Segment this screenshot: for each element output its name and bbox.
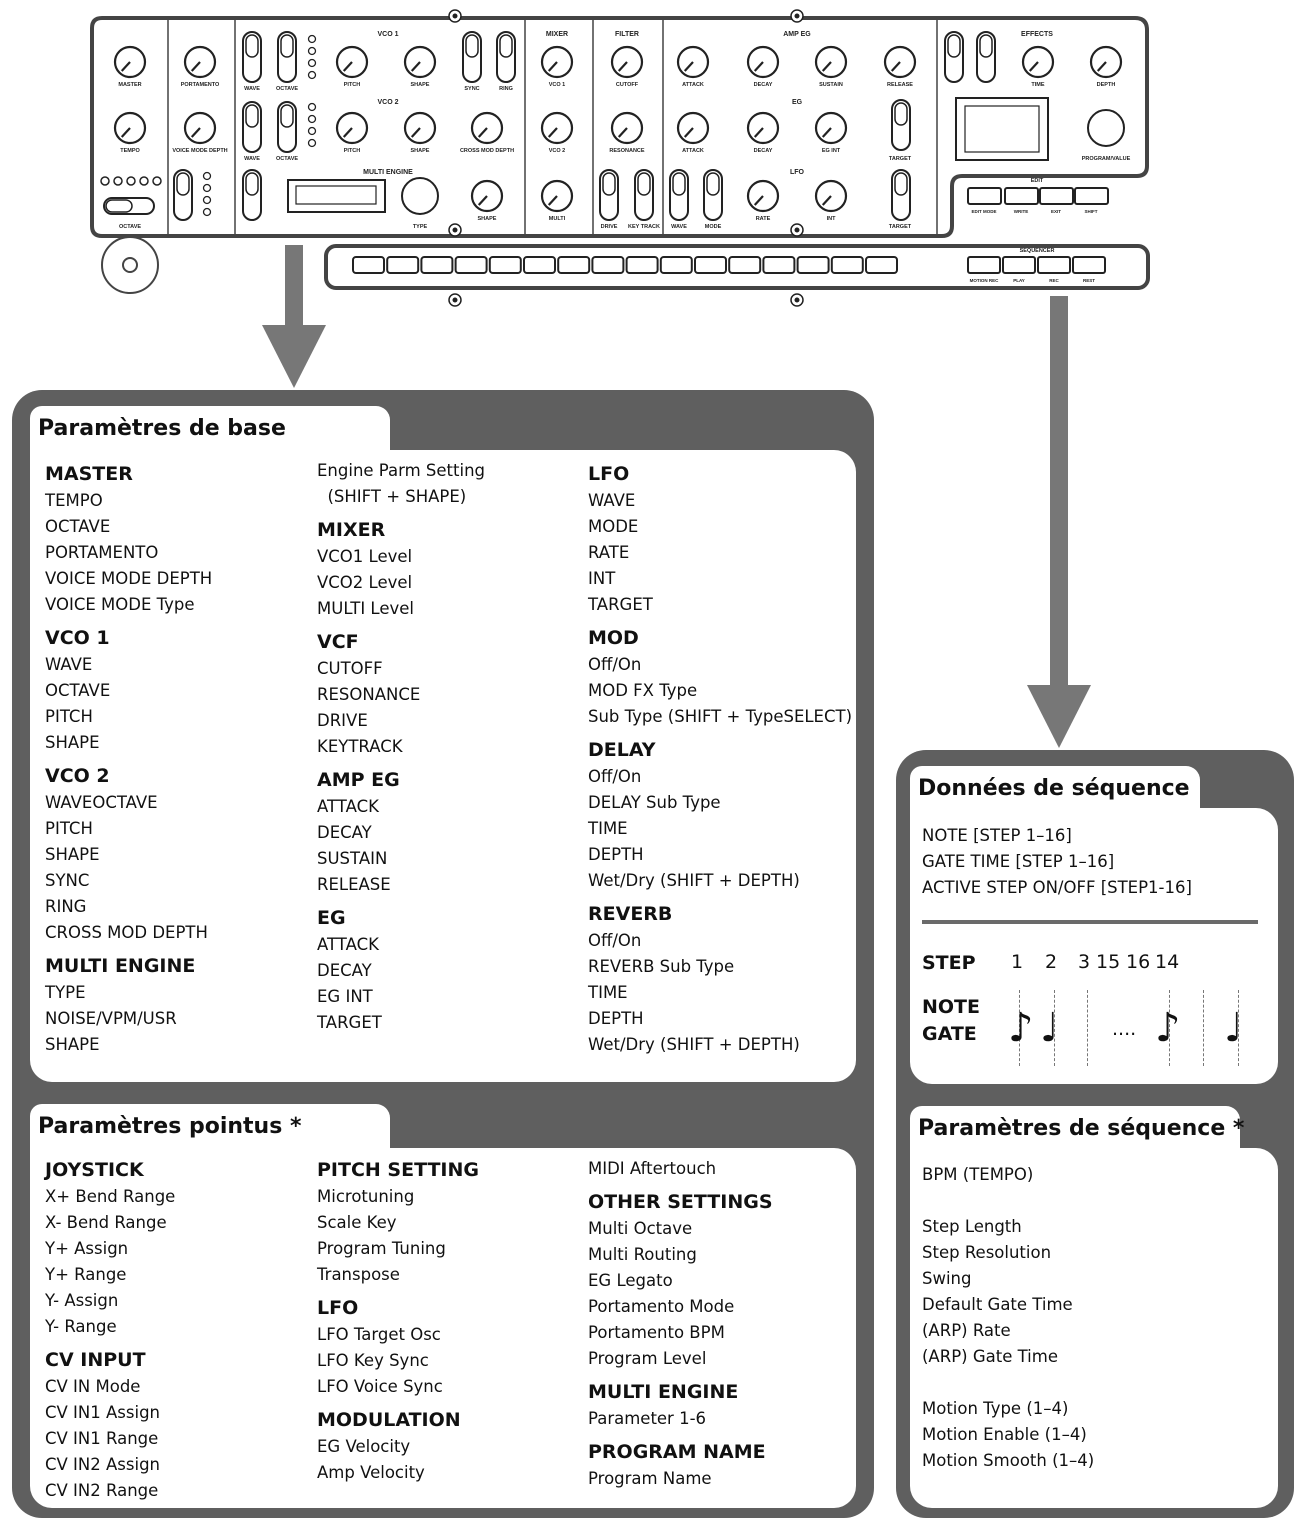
quarter-note-icon: ♩	[1040, 1005, 1059, 1051]
param-item: Motion Type (1–4)	[922, 1399, 1069, 1418]
knob-label: DECAY	[753, 82, 773, 88]
param-item: DRIVE	[317, 711, 368, 730]
knob-label: CUTOFF	[615, 82, 639, 88]
step-number: 1	[1011, 951, 1024, 973]
knob-label: TYPE	[412, 224, 428, 230]
group-heading: DELAY	[588, 739, 656, 761]
param-item: CV IN1 Assign	[45, 1403, 161, 1422]
led	[114, 177, 122, 185]
section-title: EG	[791, 99, 803, 106]
toggle-lever	[281, 105, 293, 127]
section-title: MULTI ENGINE	[363, 169, 413, 176]
param-item: CV IN1 Range	[45, 1429, 159, 1448]
step-label: STEP	[922, 952, 976, 974]
param-item: PORTAMENTO	[45, 543, 159, 562]
basic-col-2	[317, 458, 577, 1036]
led	[309, 36, 316, 43]
param-item: LFO Key Sync	[317, 1351, 429, 1370]
program-knob	[1088, 110, 1124, 146]
param-item: X+ Bend Range	[45, 1187, 176, 1206]
param-item: Microtuning	[317, 1187, 415, 1206]
led	[309, 60, 316, 67]
button-label: REC	[1049, 278, 1059, 283]
knob-label: SUSTAIN	[819, 82, 843, 88]
step-button	[387, 257, 418, 273]
toggle-lever	[500, 35, 512, 57]
knob-label: WAVE	[671, 224, 687, 230]
group-heading: MOD	[588, 627, 639, 649]
param-item: VCO1 Level	[317, 547, 413, 566]
param-item: Motion Enable (1–4)	[922, 1425, 1087, 1444]
led	[204, 197, 211, 204]
step-button	[832, 257, 863, 273]
group-heading: MIXER	[317, 519, 386, 541]
knob-label: MASTER	[118, 82, 142, 88]
section-title: MIXER	[545, 31, 569, 38]
edit-button	[1040, 188, 1073, 204]
step-button	[798, 257, 829, 273]
step-button	[763, 257, 794, 273]
param-item: Y+ Range	[45, 1265, 127, 1284]
oled-display	[965, 106, 1039, 152]
button-label: SHIFT	[1084, 209, 1098, 214]
step-button	[558, 257, 589, 273]
section-title: EDIT	[1030, 178, 1044, 184]
step-button	[592, 257, 623, 273]
spacer	[922, 1188, 1262, 1214]
sequence-params-list	[922, 1162, 1262, 1474]
advanced-col-1	[45, 1156, 305, 1504]
param-item: SUSTAIN	[317, 849, 388, 868]
knob-label: SHAPE	[477, 216, 497, 222]
param-item: REVERB Sub Type	[588, 957, 735, 976]
knob-label: KEY TRACK	[628, 224, 660, 230]
group-heading: JOYSTICK	[45, 1159, 144, 1181]
led	[204, 173, 211, 180]
knob-label: RESONANCE	[609, 148, 645, 154]
seq-line-note: NOTE [STEP 1–16]	[922, 826, 1072, 845]
led	[309, 48, 316, 55]
knob-label: RELEASE	[887, 82, 913, 88]
group-heading: VCO 2	[45, 765, 110, 787]
param-item: VCO2 Level	[317, 573, 413, 592]
led	[309, 128, 316, 135]
param-item: ATTACK	[317, 797, 379, 816]
button-label: EXIT	[1050, 209, 1062, 214]
toggle-lever	[603, 173, 615, 195]
param-item: Y- Range	[45, 1317, 117, 1336]
param-item: DECAY	[317, 823, 372, 842]
group-heading: VCO 1	[45, 627, 110, 649]
edit-button	[1005, 188, 1038, 204]
screw	[453, 298, 458, 303]
button-label: REST	[1082, 278, 1096, 283]
step-button	[866, 257, 897, 273]
param-item: Program Tuning	[317, 1239, 446, 1258]
knob-label: ATTACK	[682, 82, 704, 88]
toggle-lever	[638, 173, 650, 195]
knob-label: VOICE MODE DEPTH	[172, 148, 228, 154]
toggle-lever	[177, 173, 189, 195]
knob-label: RING	[499, 86, 513, 92]
section-title: VCO 1	[377, 31, 399, 38]
step-number: 3	[1078, 951, 1091, 973]
synth-panel-diagram	[0, 0, 1298, 340]
toggle-lever	[895, 103, 907, 125]
led	[309, 104, 316, 111]
param-item: MULTI Level	[317, 599, 414, 618]
group-heading: PITCH SETTING	[317, 1159, 480, 1181]
knob-label: TARGET	[888, 224, 912, 230]
group-heading: MASTER	[45, 463, 133, 485]
knob-label: OCTAVE	[275, 156, 299, 162]
screw	[795, 14, 800, 19]
param-item: CV IN Mode	[45, 1377, 141, 1396]
param-item: MIDI Aftertouch	[588, 1159, 717, 1178]
knob-label: VCO 2	[548, 148, 566, 154]
knob-label: DEPTH	[1096, 82, 1116, 88]
param-item: PITCH	[45, 707, 93, 726]
step-button	[524, 257, 555, 273]
basic-col-1	[45, 460, 305, 1058]
param-item: OCTAVE	[45, 681, 111, 700]
step-divider	[1087, 990, 1088, 1066]
group-heading: AMP EG	[317, 769, 400, 791]
button-label: WRITE	[1013, 209, 1029, 214]
param-item: SHAPE	[45, 1035, 100, 1054]
advanced-params-title: Paramètres pointus *	[30, 1104, 390, 1156]
knob-label: DRIVE	[600, 224, 618, 230]
knob-label: SHAPE	[410, 148, 430, 154]
param-item: TARGET	[317, 1013, 382, 1032]
param-item: TARGET	[588, 595, 653, 614]
param-item: WAVEOCTAVE	[45, 793, 158, 812]
basic-col-3	[588, 460, 853, 1058]
knob-label: TEMPO	[120, 148, 140, 154]
step-button	[421, 257, 452, 273]
section-title: FILTER	[615, 31, 639, 38]
param-item: DEPTH	[588, 1009, 644, 1028]
knob-label: MULTI	[548, 216, 566, 222]
param-item: OCTAVE	[45, 517, 111, 536]
param-item: Multi Routing	[588, 1245, 697, 1264]
toggle-lever	[246, 173, 258, 195]
seq-line-active: ACTIVE STEP ON/OFF [STEP1-16]	[922, 878, 1192, 897]
param-item: LFO Voice Sync	[317, 1377, 443, 1396]
knob-label: DECAY	[753, 148, 773, 154]
param-item: Portamento BPM	[588, 1323, 725, 1342]
param-item: INT	[588, 569, 616, 588]
group-heading: OTHER SETTINGS	[588, 1191, 773, 1213]
param-item: Default Gate Time	[922, 1295, 1073, 1314]
eighth-note-icon: ♪	[1008, 1005, 1034, 1051]
gate-label: GATE	[922, 1023, 977, 1045]
led	[127, 177, 135, 185]
param-item: EG Legato	[588, 1271, 673, 1290]
knob-label: OCTAVE	[118, 224, 142, 230]
edit-button	[968, 188, 1001, 204]
knob-label: OCTAVE	[275, 86, 299, 92]
note-label: NOTE	[922, 996, 980, 1018]
step-number: 14	[1155, 951, 1180, 973]
param-item: TYPE	[45, 983, 86, 1002]
knob-label: VCO 1	[548, 82, 566, 88]
section-title: VCO 2	[377, 99, 399, 106]
toggle-lever	[466, 35, 478, 57]
screw	[453, 14, 458, 19]
toggle-lever	[707, 173, 719, 195]
screw	[795, 228, 800, 233]
step-number: 15	[1096, 951, 1121, 973]
knob-label: INT	[826, 216, 836, 222]
knob-label: SYNC	[464, 86, 480, 92]
param-item: TIME	[588, 819, 628, 838]
toggle-lever	[246, 35, 258, 57]
group-heading: PROGRAM NAME	[588, 1441, 766, 1463]
param-item: RELEASE	[317, 875, 391, 894]
eighth-note-icon: ♪	[1155, 1005, 1181, 1051]
section-title: EFFECTS	[1021, 31, 1053, 38]
param-item: Off/On	[588, 767, 642, 786]
led	[309, 140, 316, 147]
knob-label: TARGET	[888, 156, 912, 162]
param-item: Off/On	[588, 655, 642, 674]
param-item: (ARP) Gate Time	[922, 1347, 1058, 1366]
param-item: Wet/Dry (SHIFT + DEPTH)	[588, 1035, 800, 1054]
edit-button	[1075, 188, 1108, 204]
section-title: SEQUENCER	[1019, 248, 1055, 254]
sequencer-button	[1038, 257, 1070, 273]
section-title: LFO	[790, 169, 804, 176]
param-item: SYNC	[45, 871, 90, 890]
led	[101, 177, 109, 185]
knob-label: SHAPE	[410, 82, 430, 88]
step-number: 16	[1126, 951, 1151, 973]
param-item: Wet/Dry (SHIFT + DEPTH)	[588, 871, 800, 890]
param-item: EG INT	[317, 987, 373, 1006]
param-item: X- Bend Range	[45, 1213, 167, 1232]
param-item: RATE	[588, 543, 630, 562]
param-item: Engine Parm Setting	[317, 461, 486, 480]
param-item: Parameter 1-6	[588, 1409, 707, 1428]
knob-label: WAVE	[244, 86, 260, 92]
param-item: Multi Octave	[588, 1219, 693, 1238]
button-label: PLAY	[1013, 278, 1025, 283]
knob-label: MODE	[704, 224, 722, 230]
screw	[453, 228, 458, 233]
param-item: WAVE	[588, 491, 636, 510]
param-item: (SHIFT + SHAPE)	[317, 487, 467, 506]
param-item: KEYTRACK	[317, 737, 403, 756]
spacer	[922, 1370, 1262, 1396]
quarter-note-icon: ♩	[1224, 1005, 1243, 1051]
param-item: DEPTH	[588, 845, 644, 864]
led	[309, 72, 316, 79]
param-item: Amp Velocity	[317, 1463, 425, 1482]
led	[204, 209, 211, 216]
sequence-data-title: Données de séquence	[910, 766, 1200, 816]
param-item: Sub Type (SHIFT + TypeSELECT)	[588, 707, 853, 726]
group-heading: REVERB	[588, 903, 673, 925]
button-label: EDIT MODE	[971, 209, 997, 214]
param-item: RESONANCE	[317, 685, 421, 704]
step-button	[456, 257, 487, 273]
param-item: Off/On	[588, 931, 642, 950]
led	[153, 177, 161, 185]
led	[204, 185, 211, 192]
param-item: RING	[45, 897, 87, 916]
group-heading: VCF	[317, 631, 359, 653]
param-item: WAVE	[45, 655, 93, 674]
arrow-right-shaft	[1050, 296, 1068, 696]
param-item: VOICE MODE Type	[45, 595, 195, 614]
param-item: Swing	[922, 1269, 972, 1288]
param-item: CUTOFF	[317, 659, 383, 678]
section-title: AMP EG	[783, 31, 811, 38]
step-divider	[1203, 990, 1204, 1066]
param-item: CV IN2 Range	[45, 1481, 159, 1500]
octave-slider	[106, 200, 132, 212]
param-item: Step Resolution	[922, 1243, 1052, 1262]
param-item: PITCH	[45, 819, 93, 838]
knob-label: PROGRAM/VALUE	[1081, 156, 1131, 162]
param-item: EG Velocity	[317, 1437, 411, 1456]
param-item: CV IN2 Assign	[45, 1455, 161, 1474]
ellipsis: ....	[1112, 1018, 1137, 1040]
sequencer-button	[968, 257, 1000, 273]
param-item: DECAY	[317, 961, 372, 980]
knob-label: ATTACK	[682, 148, 704, 154]
param-item: DELAY Sub Type	[588, 793, 721, 812]
param-item: MODE	[588, 517, 639, 536]
knob-label: PITCH	[343, 148, 361, 154]
seq-line-gate: GATE TIME [STEP 1–16]	[922, 852, 1115, 871]
param-item: TIME	[588, 983, 628, 1002]
step-button	[729, 257, 760, 273]
param-item: ATTACK	[317, 935, 379, 954]
param-item: MOD FX Type	[588, 681, 698, 700]
knob-label: PORTAMENTO	[180, 82, 220, 88]
toggle-lever	[673, 173, 685, 195]
param-item: Transpose	[317, 1265, 400, 1284]
param-item: NOISE/VPM/USR	[45, 1009, 177, 1028]
param-item: BPM (TEMPO)	[922, 1165, 1034, 1184]
sequence-params-title: Paramètres de séquence *	[910, 1106, 1240, 1156]
group-heading: CV INPUT	[45, 1349, 146, 1371]
param-item: Scale Key	[317, 1213, 397, 1232]
param-item: LFO Target Osc	[317, 1325, 441, 1344]
param-item: SHAPE	[45, 845, 100, 864]
param-item: Program Name	[588, 1469, 712, 1488]
param-item: Program Level	[588, 1349, 707, 1368]
step-button	[627, 257, 658, 273]
sequencer-button	[1073, 257, 1105, 273]
step-button	[353, 257, 384, 273]
toggle-lever	[246, 105, 258, 127]
group-heading: EG	[317, 907, 346, 929]
multi-display	[296, 186, 376, 204]
knob-label: PITCH	[343, 82, 361, 88]
knob-label: CROSS MOD DEPTH	[459, 148, 515, 154]
param-item: Motion Smooth (1–4)	[922, 1451, 1095, 1470]
step-button	[695, 257, 726, 273]
advanced-col-3	[588, 1156, 848, 1492]
param-item: Y- Assign	[45, 1291, 119, 1310]
divider	[922, 920, 1258, 924]
group-heading: LFO	[317, 1297, 359, 1319]
param-item: Y+ Assign	[45, 1239, 129, 1258]
param-item: TEMPO	[45, 491, 103, 510]
toggle-lever	[281, 35, 293, 57]
step-button	[661, 257, 692, 273]
param-item: Portamento Mode	[588, 1297, 735, 1316]
led	[140, 177, 148, 185]
screw	[795, 298, 800, 303]
button-label: MOTION REC	[969, 278, 999, 283]
knob-label: EG INT	[821, 148, 841, 154]
knob-label: RATE	[755, 216, 771, 222]
param-item: (ARP) Rate	[922, 1321, 1011, 1340]
group-heading: MULTI ENGINE	[45, 955, 196, 977]
step-number: 2	[1045, 951, 1058, 973]
group-heading: MULTI ENGINE	[588, 1381, 739, 1403]
toggle-lever	[980, 35, 992, 57]
type-knob	[402, 178, 438, 214]
group-heading: MODULATION	[317, 1409, 461, 1431]
led	[309, 116, 316, 123]
knob-label: WAVE	[244, 156, 260, 162]
jack	[123, 258, 137, 272]
toggle-lever	[895, 173, 907, 195]
param-item: VOICE MODE DEPTH	[45, 569, 213, 588]
knob-label: TIME	[1031, 82, 1045, 88]
param-item: Step Length	[922, 1217, 1022, 1236]
basic-params-title: Paramètres de base	[30, 406, 390, 458]
advanced-col-2	[317, 1156, 577, 1486]
step-button	[490, 257, 521, 273]
group-heading: LFO	[588, 463, 630, 485]
arrow-right-head	[1027, 685, 1091, 748]
toggle-lever	[948, 35, 960, 57]
param-item: SHAPE	[45, 733, 100, 752]
sequencer-button	[1003, 257, 1035, 273]
param-item: CROSS MOD DEPTH	[45, 923, 208, 942]
